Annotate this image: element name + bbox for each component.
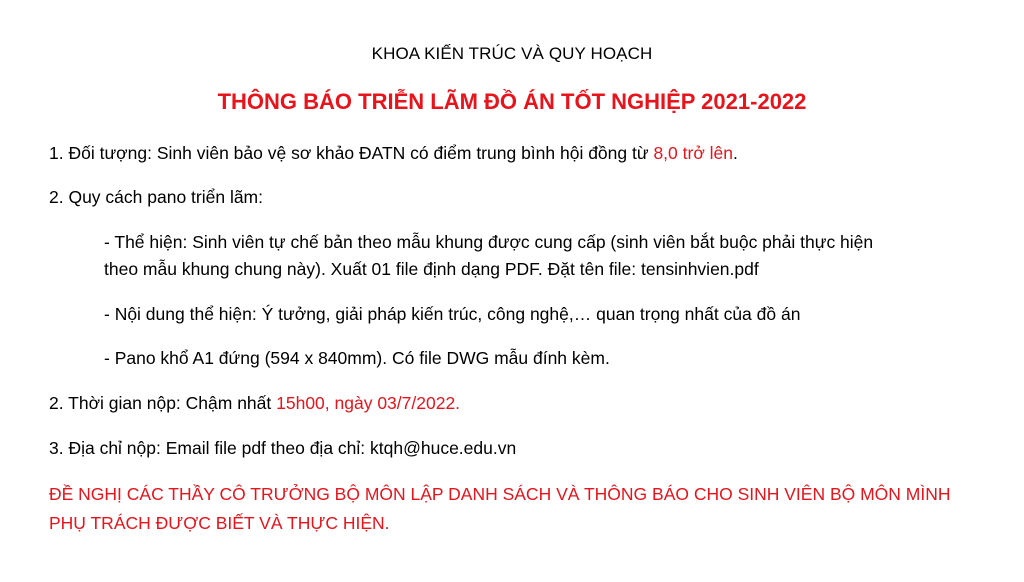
deadline-value: 15h00, ngày 03/7/2022. [276,393,461,413]
item-deadline [49,390,460,417]
item-submission-address: 3. Địa chỉ nộp: Email file pdf theo địa chỉ: ktqh@huce.edu.vn [49,438,517,458]
pano-spec-size: - Pano khổ A1 đứng (594 x 840mm). Có file DWG mẫu đính kèm. [104,348,610,368]
item-target-audience [49,140,738,167]
item-pano-spec: 2. Quy cách pano triển lãm: [49,187,263,207]
item-target-audience-text: 1. Đối tượng: Sinh viên bảo vệ sơ khảo ĐATN có điểm trung bình hội đồng từ [49,143,654,163]
page-title: THÔNG BÁO TRIỄN LÃM ĐỒ ÁN TỐT NGHIỆP 2021-2022 [217,89,807,114]
department-name: KHOA KIẾN TRÚC VÀ QUY HOẠCH [371,44,653,63]
pano-spec-presentation-line2: theo mẫu khung chung này). Xuất 01 file định dạng PDF. Đặt tên file: tensinhvien.pdf [104,259,759,279]
item-target-audience-suffix: . [733,143,738,163]
item-deadline-text: 2. Thời gian nộp: Chậm nhất [49,393,277,413]
closing-request: ĐỀ NGHỊ CÁC THẦY CÔ TRƯỞNG BỘ MÔN LẬP DANH SÁCH VÀ THÔNG BÁO CHO SINH VIÊN BỘ MÔN MÌNH PHỤ TRÁCH ĐƯỢC BIẾT VÀ THỰC HIỆN. [49,484,951,533]
pano-spec-presentation-line1: - Thể hiện: Sinh viên tự chế bản theo mẫu khung được cung cấp (sinh viên bắt buộc phải thực hiện [104,232,874,252]
pano-spec-content: - Nội dung thể hiện: Ý tưởng, giải pháp kiến trúc, công nghệ,… quan trọng nhất của đồ án [104,304,801,324]
score-threshold: 8,0 trở lên [653,143,734,163]
